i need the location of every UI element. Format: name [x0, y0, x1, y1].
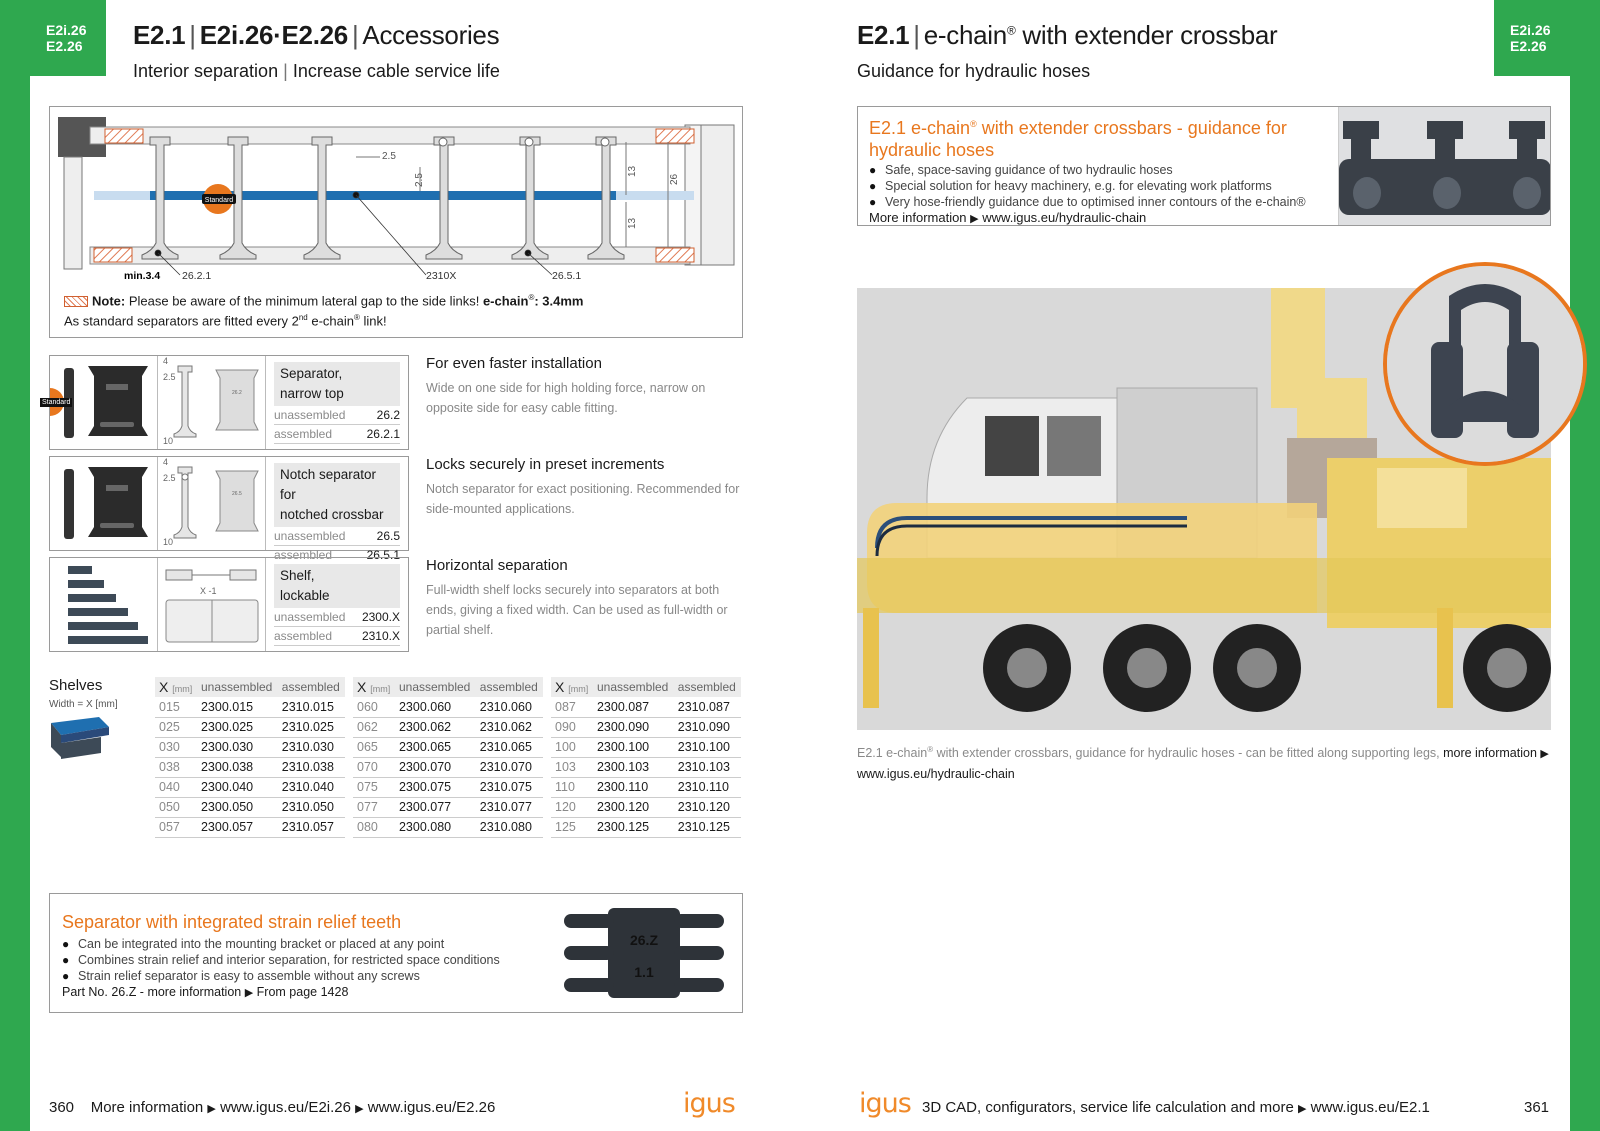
shelf-width-cell: 030 [155, 737, 197, 757]
title-reg: ® [1006, 23, 1016, 38]
standard-badge-small: Standard [42, 399, 71, 406]
part-number: 2300.X [361, 610, 400, 624]
col-x [353, 677, 395, 697]
strain-relief-separator-image [560, 900, 726, 1006]
shelf-stack-icon [50, 558, 158, 651]
arrow-right-icon: ▶ [1540, 748, 1549, 761]
tab-line-1: E2i.26 [46, 22, 87, 38]
table-row [551, 777, 741, 797]
col-unassembled: unassembled [197, 677, 278, 697]
arrow-right-icon: ▶ [207, 1103, 216, 1115]
part-desc-title: Horizontal separation [426, 557, 568, 574]
callout-26-2-1: 26.2.1 [182, 270, 212, 282]
unassembled-part-cell: 2300.125 [593, 817, 674, 837]
subtitle-part-b: Increase cable service life [292, 61, 500, 81]
assembled-part-cell: 2310.038 [278, 757, 345, 777]
unassembled-part-cell: 2300.038 [197, 757, 278, 777]
std-text-b: e-chain [307, 313, 355, 329]
unassembled-part-cell: 2300.075 [395, 777, 476, 797]
unassembled-part-cell: 2300.062 [395, 717, 476, 737]
drawing-label: 26.2 [232, 390, 242, 396]
part-photo [50, 558, 158, 651]
unassembled-part-cell: 2300.050 [197, 797, 278, 817]
part-desc-1 [426, 355, 746, 418]
shelf-width-cell: 075 [353, 777, 395, 797]
subtitle-part-a: Interior separation [133, 61, 279, 81]
right-footer [922, 1099, 1430, 1116]
std-reg: ® [354, 313, 360, 322]
lateral-gap-note [64, 293, 584, 308]
part-desc-text: Full-width shelf locks securely into separators at both ends, giving a fixed width. Can be used as full-width or partial shelf. [426, 583, 728, 637]
table-row [551, 737, 741, 757]
table-row [155, 757, 345, 777]
side-link-right [700, 125, 734, 265]
table-row [155, 737, 345, 757]
separator-drawing-icon [158, 356, 266, 449]
part-info [266, 356, 408, 449]
shelf-width-cell: 077 [353, 797, 395, 817]
note-echain: e-chain [482, 293, 529, 309]
arrow-right-icon: ▶ [244, 987, 254, 999]
unassembled-part-cell: 2300.070 [395, 757, 476, 777]
assembled-part-cell: 2310.057 [278, 817, 345, 837]
table-row [155, 697, 345, 717]
assembled-part-cell: 2310.077 [476, 797, 543, 817]
table-row [551, 817, 741, 837]
assembled-part-cell: 2310.070 [476, 757, 543, 777]
col-unassembled: unassembled [395, 677, 476, 697]
bullet-item: ● Safe, space-saving guidance of two hydraulic hoses [869, 162, 1329, 178]
part-desc-title: Locks securely in preset increments [426, 456, 665, 473]
table-row [551, 697, 741, 717]
bullet-item: ● Very hose-friendly guidance due to optimised inner contours of the e-chain® [869, 194, 1329, 210]
shelf-width-cell: 015 [155, 697, 197, 717]
dim-10: 10 [163, 537, 174, 547]
left-section-tab[interactable] [30, 0, 106, 76]
part-drawing [158, 356, 266, 449]
separation-diagram-box [49, 106, 743, 338]
extender-crossbar-chain-photo [1338, 107, 1550, 225]
standard-badge-label: Standard [204, 197, 234, 204]
table-row [353, 777, 543, 797]
assembled-part-cell: 2310.025 [278, 717, 345, 737]
x-symbol: X [357, 679, 367, 695]
table-row [551, 797, 741, 817]
col-assembled: assembled [476, 677, 543, 697]
x-unit: [mm] [568, 684, 589, 694]
col-assembled: assembled [278, 677, 345, 697]
dim-4: 4 [163, 356, 169, 366]
feature-text [869, 113, 1329, 225]
shelf-width-cell: 087 [551, 697, 593, 717]
tab-line-2: E2.26 [1510, 38, 1547, 54]
col-assembled: assembled [674, 677, 741, 697]
x-symbol: X [159, 679, 169, 695]
title-product: E2.1 [857, 20, 910, 50]
x-symbol: X [555, 679, 565, 695]
feature-title-reg: ® [970, 119, 977, 129]
left-footer [49, 1099, 495, 1116]
part-number: 26.5 [376, 529, 400, 543]
part-notch-separator[interactable] [49, 456, 409, 562]
shelves-subtitle: Width = X [mm] [49, 699, 118, 710]
shelf-width-cell: 070 [353, 757, 395, 777]
unassembled-part-cell: 2300.110 [593, 777, 674, 797]
more-label: More information [869, 210, 967, 225]
shelf-width-cell: 050 [155, 797, 197, 817]
shelf-width-cell: 110 [551, 777, 593, 797]
shelf-width-cell: 040 [155, 777, 197, 797]
dim-label-4: 26 [669, 173, 680, 185]
callout-2310x: 2310X [426, 270, 457, 282]
right-section-tab[interactable] [1494, 0, 1570, 76]
assembled-part-cell: 2310.100 [674, 737, 741, 757]
footer-link-e2i26[interactable]: www.igus.eu/E2i.26 [220, 1099, 351, 1116]
dim-2-5: 2.5 [163, 372, 176, 382]
part-assembled-row [274, 425, 400, 444]
table-row [155, 777, 345, 797]
assembled-part-cell: 2310.125 [674, 817, 741, 837]
left-edge-strip [0, 0, 30, 1131]
std-text-c: link! [359, 313, 387, 329]
part-unassembled-row [274, 608, 400, 627]
shelf-width-cell: 125 [551, 817, 593, 837]
feature-more-info[interactable] [869, 210, 1329, 225]
image-label-11: 1.1 [634, 964, 654, 980]
table-row [353, 817, 543, 837]
arrow-right-icon: ▶ [355, 1103, 364, 1115]
igus-logo: igus [683, 1088, 735, 1119]
assembled-part-cell: 2310.040 [278, 777, 345, 797]
unassembled-part-cell: 2300.065 [395, 737, 476, 757]
page-reference-link[interactable]: From page 1428 [256, 985, 349, 999]
label: unassembled [274, 529, 346, 543]
unassembled-part-cell: 2300.025 [197, 717, 278, 737]
col-x [155, 677, 197, 697]
shelf-photo-icon [49, 715, 111, 761]
unassembled-part-cell: 2300.080 [395, 817, 476, 837]
shelf-width-cell: 038 [155, 757, 197, 777]
feature-title [869, 113, 1329, 161]
standard-fitting-note [64, 313, 387, 328]
table-row [353, 737, 543, 757]
unassembled-part-cell: 2300.030 [197, 737, 278, 757]
assembled-part-cell: 2310.087 [674, 697, 741, 717]
note-reg: ® [528, 293, 535, 302]
caption-link[interactable]: www.igus.eu/hydraulic-chain [857, 767, 1015, 782]
extender-crossbar-detail-icon [1387, 266, 1583, 462]
unassembled-part-cell: 2300.120 [593, 797, 674, 817]
assembled-part-cell: 2310.080 [476, 817, 543, 837]
assembled-part-cell: 2310.015 [278, 697, 345, 717]
notch-separator-drawing-icon [158, 457, 266, 550]
caption-more: more information [1443, 746, 1537, 761]
assembled-part-cell: 2310.090 [674, 717, 741, 737]
part-photo [50, 457, 158, 550]
table-row [353, 797, 543, 817]
x-unit: [mm] [370, 684, 391, 694]
footer-link-e21[interactable]: www.igus.eu/E2.1 [1310, 1099, 1430, 1116]
part-desc-2 [426, 456, 746, 519]
assembled-part-cell: 2310.120 [674, 797, 741, 817]
unassembled-part-cell: 2300.087 [593, 697, 674, 717]
notch-separator-photo-icon [50, 457, 158, 550]
left-header [133, 20, 500, 82]
part-desc-text: Wide on one side for high holding force, narrow on opposite side for easy cable fitting. [426, 381, 706, 415]
tab-line-2: E2.26 [46, 38, 83, 54]
part-desc-text: Notch separator for exact positioning. Recommended for side-mounted applications. [426, 482, 740, 516]
shelf-width-cell: 090 [551, 717, 593, 737]
caption-reg: ® [927, 745, 934, 754]
table-row [155, 817, 345, 837]
crossbar-detail-zoom [1383, 262, 1587, 466]
shelf-width-cell: 062 [353, 717, 395, 737]
shelf-width-cell: 080 [353, 817, 395, 837]
footer-text: 3D CAD, configurators, service life calculation and more [922, 1099, 1294, 1116]
label: unassembled [274, 408, 346, 422]
assembled-part-cell: 2310.060 [476, 697, 543, 717]
part-photo [42, 356, 158, 449]
page-number: 361 [1524, 1099, 1550, 1116]
feature-title-a: E2.1 e-chain [869, 118, 971, 138]
part-name: Separator, narrow top [274, 362, 400, 406]
page-number: 360 [49, 1099, 75, 1116]
note-value: : 3.4mm [534, 293, 584, 309]
title-topic: with extender crossbar [1015, 20, 1278, 50]
shelves-table-1 [155, 677, 345, 838]
assembled-part-cell: 2310.050 [278, 797, 345, 817]
footer-link-e226[interactable]: www.igus.eu/E2.26 [367, 1099, 496, 1116]
title-echain: e-chain [923, 20, 1007, 50]
std-text-a: As standard separators are fitted every 2 [64, 313, 299, 329]
title-series: E2i.26·E2.26 [199, 20, 348, 50]
shelf-width-cell: 100 [551, 737, 593, 757]
unassembled-part-cell: 2300.057 [197, 817, 278, 837]
unassembled-part-cell: 2300.103 [593, 757, 674, 777]
label: assembled [274, 548, 333, 562]
label: unassembled [274, 610, 346, 624]
arrow-right-icon: ▶ [1298, 1103, 1307, 1115]
unassembled-part-cell: 2300.060 [395, 697, 476, 717]
shelves-table-3 [551, 677, 741, 838]
table-row [353, 697, 543, 717]
part-unassembled-row [274, 527, 400, 546]
unassembled-part-cell: 2300.015 [197, 697, 278, 717]
table-row [155, 797, 345, 817]
footer-text: More information [90, 1099, 204, 1116]
part-desc-title: For even faster installation [426, 355, 602, 372]
part-name: Notch separator for notched crossbar [274, 463, 400, 527]
assembled-part-cell: 2310.103 [674, 757, 741, 777]
x-unit: [mm] [172, 684, 193, 694]
assembled-part-cell: 2310.030 [278, 737, 345, 757]
table-row [155, 717, 345, 737]
label: assembled [274, 629, 333, 643]
std-sup: nd [298, 313, 308, 322]
chain-cross-section-drawing [50, 107, 744, 297]
note-label: Note: [92, 293, 126, 309]
part-unassembled-row [274, 406, 400, 425]
strain-relief-title: Separator with integrated strain relief teeth [62, 912, 402, 932]
dim-2-5: 2.5 [163, 473, 176, 483]
title-topic: Accessories [362, 20, 500, 50]
page-subtitle: Interior separation | Increase cable service life [133, 61, 500, 81]
feature-bullets [869, 162, 1329, 210]
part-drawing [158, 457, 266, 550]
part-number: 2310.X [361, 629, 400, 643]
page-title: E2.1 | E2i.26·E2.26 | Accessories [133, 20, 500, 50]
bullet-item: ● Special solution for heavy machinery, e.g. for elevating work platforms [869, 178, 1329, 194]
part-number: 26.2 [376, 408, 400, 422]
shelf-width-cell: 065 [353, 737, 395, 757]
shelf-width-cell: 025 [155, 717, 197, 737]
page-title: E2.1 | e-chain® with extender crossbar [857, 20, 1278, 50]
part-desc-3 [426, 557, 746, 640]
shelf-drawing-icon [158, 558, 266, 651]
note-text: Please be aware of the minimum lateral gap to the side links! [128, 293, 480, 309]
igus-logo: igus [859, 1088, 911, 1119]
title-product: E2.1 [133, 20, 186, 50]
assembled-part-cell: 2310.075 [476, 777, 543, 797]
page-subtitle: Guidance for hydraulic hoses [857, 61, 1091, 81]
drawing-label: 26.5 [232, 491, 242, 497]
unassembled-part-cell: 2300.040 [197, 777, 278, 797]
dim-4: 4 [163, 457, 169, 467]
hydraulic-feature-box [857, 106, 1551, 226]
strain-relief-box [49, 893, 743, 1013]
dim-label-2: 2.5 [414, 173, 425, 187]
callout-26-5-1: 26.5.1 [552, 270, 582, 282]
bullet-item: ● Can be integrated into the mounting bracket or placed at any point [62, 936, 742, 952]
feature-title-b: with extender crossbars - guidance for hydraulic hoses [869, 118, 1287, 160]
unassembled-part-cell: 2300.100 [593, 737, 674, 757]
part-number: 26.5.1 [366, 548, 400, 562]
shelf-width-cell: 120 [551, 797, 593, 817]
caption-b: with extender crossbars, guidance for hydraulic hoses - can be fitted along supporting legs, [933, 746, 1444, 761]
table-row [353, 717, 543, 737]
caption-a: E2.1 e-chain [857, 746, 928, 761]
arrow-right-icon: ▶ [970, 213, 979, 225]
part-name: Shelf, lockable [274, 564, 400, 608]
shelves-title: Shelves [49, 677, 103, 694]
part-drawing [158, 558, 266, 651]
image-label-26z: 26.Z [629, 932, 659, 948]
dim-label-1: 2.5 [382, 151, 396, 162]
part-info [266, 558, 408, 651]
more-label: Part No. 26.Z - more information [62, 985, 242, 999]
unassembled-part-cell: 2300.077 [395, 797, 476, 817]
dim-10: 10 [163, 436, 174, 446]
tab-line-1: E2i.26 [1510, 22, 1551, 38]
table-row [353, 757, 543, 777]
unassembled-part-cell: 2300.090 [593, 717, 674, 737]
col-unassembled: unassembled [593, 677, 674, 697]
hydraulic-chain-link[interactable]: www.igus.eu/hydraulic-chain [982, 210, 1147, 225]
shelf-width-cell: 057 [155, 817, 197, 837]
dim-x-1: X -1 [200, 586, 217, 596]
assembled-part-cell: 2310.065 [476, 737, 543, 757]
shelf-width-cell: 103 [551, 757, 593, 777]
table-row [551, 757, 741, 777]
bullet-item: ● Combines strain relief and interior separation, for restricted space conditions [62, 952, 742, 968]
dim-label-5: 13 [627, 217, 638, 229]
col-x [551, 677, 593, 697]
part-separator-narrow-top[interactable] [42, 355, 409, 450]
illustration-caption [857, 740, 1551, 784]
shelves-table-2 [353, 677, 543, 838]
assembled-part-cell: 2310.062 [476, 717, 543, 737]
right-header [857, 20, 1277, 82]
table-row [551, 717, 741, 737]
right-edge-strip [1570, 0, 1600, 1131]
callout-min-gap: min.3.4 [124, 270, 161, 282]
bullet-item: ● Strain relief separator is easy to assemble without any screws [62, 968, 742, 984]
dim-label-3: 13 [627, 165, 638, 177]
part-assembled-row [274, 627, 400, 646]
part-shelf-lockable[interactable] [49, 557, 409, 652]
shelf-width-cell: 060 [353, 697, 395, 717]
part-number: 26.2.1 [366, 427, 400, 441]
label: assembled [274, 427, 333, 441]
assembled-part-cell: 2310.110 [674, 777, 741, 797]
part-info [266, 457, 408, 562]
hatch-icon [64, 296, 88, 307]
